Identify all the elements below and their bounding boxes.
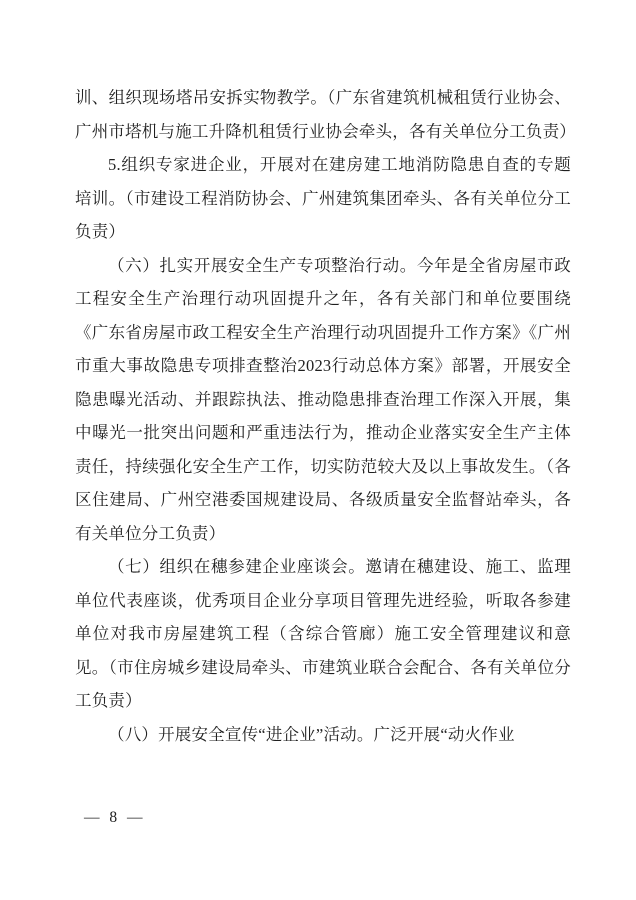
paragraph: （七）组织在穗参建企业座谈会。邀请在穗建设、施工、监理单位代表座谈，优秀项目企业分享项目管理先进经验，听取各参建单位对我市房屋建筑工程（含综合管廊）施工安全管理建议和意见。（市住房城乡建设局牵头、市建筑业联合会配合、各有关单位分工负责） xyxy=(75,557,571,710)
paragraph: （六）扎实开展安全生产专项整治行动。今年是全省房屋市政工程安全生产治理行动巩固提升之年，各有关部门和单位要围绕《广东省房屋市政工程安全生产治理行动巩固提升工作方案》《广州市重大事故隐患专项排查整治2023行动总体方案》部署，开展安全隐患曝光活动、并跟踪执法、推动隐患排查治理工作深入开展，集中曝光一批突出问题和严重违法行为，推动企业落实安全生产主体责任，持续强化安全生产工作，切实防范较大及以上事故发生。（各区住建局、广州空港委国规建设局、各级质量安全监督站牵头，各有关单位分工负责） xyxy=(75,255,571,543)
document-body xyxy=(75,81,576,751)
page-number: — 8 — xyxy=(84,809,146,826)
paragraph: （八）开展安全宣传“进企业”活动。广泛开展“动火作业 xyxy=(108,724,515,744)
paragraph: 训、组织现场塔吊安拆实物教学。（广东省建筑机械租赁行业协会、广州市塔机与施工升降机租赁行业协会牵头，各有关单位分工负责） xyxy=(75,88,576,141)
paragraph: 5.组织专家进企业，开展对在建房建工地消防隐患自查的专题培训。（市建设工程消防协会、广州建筑集团牵头、各有关单位分工负责） xyxy=(75,155,571,241)
